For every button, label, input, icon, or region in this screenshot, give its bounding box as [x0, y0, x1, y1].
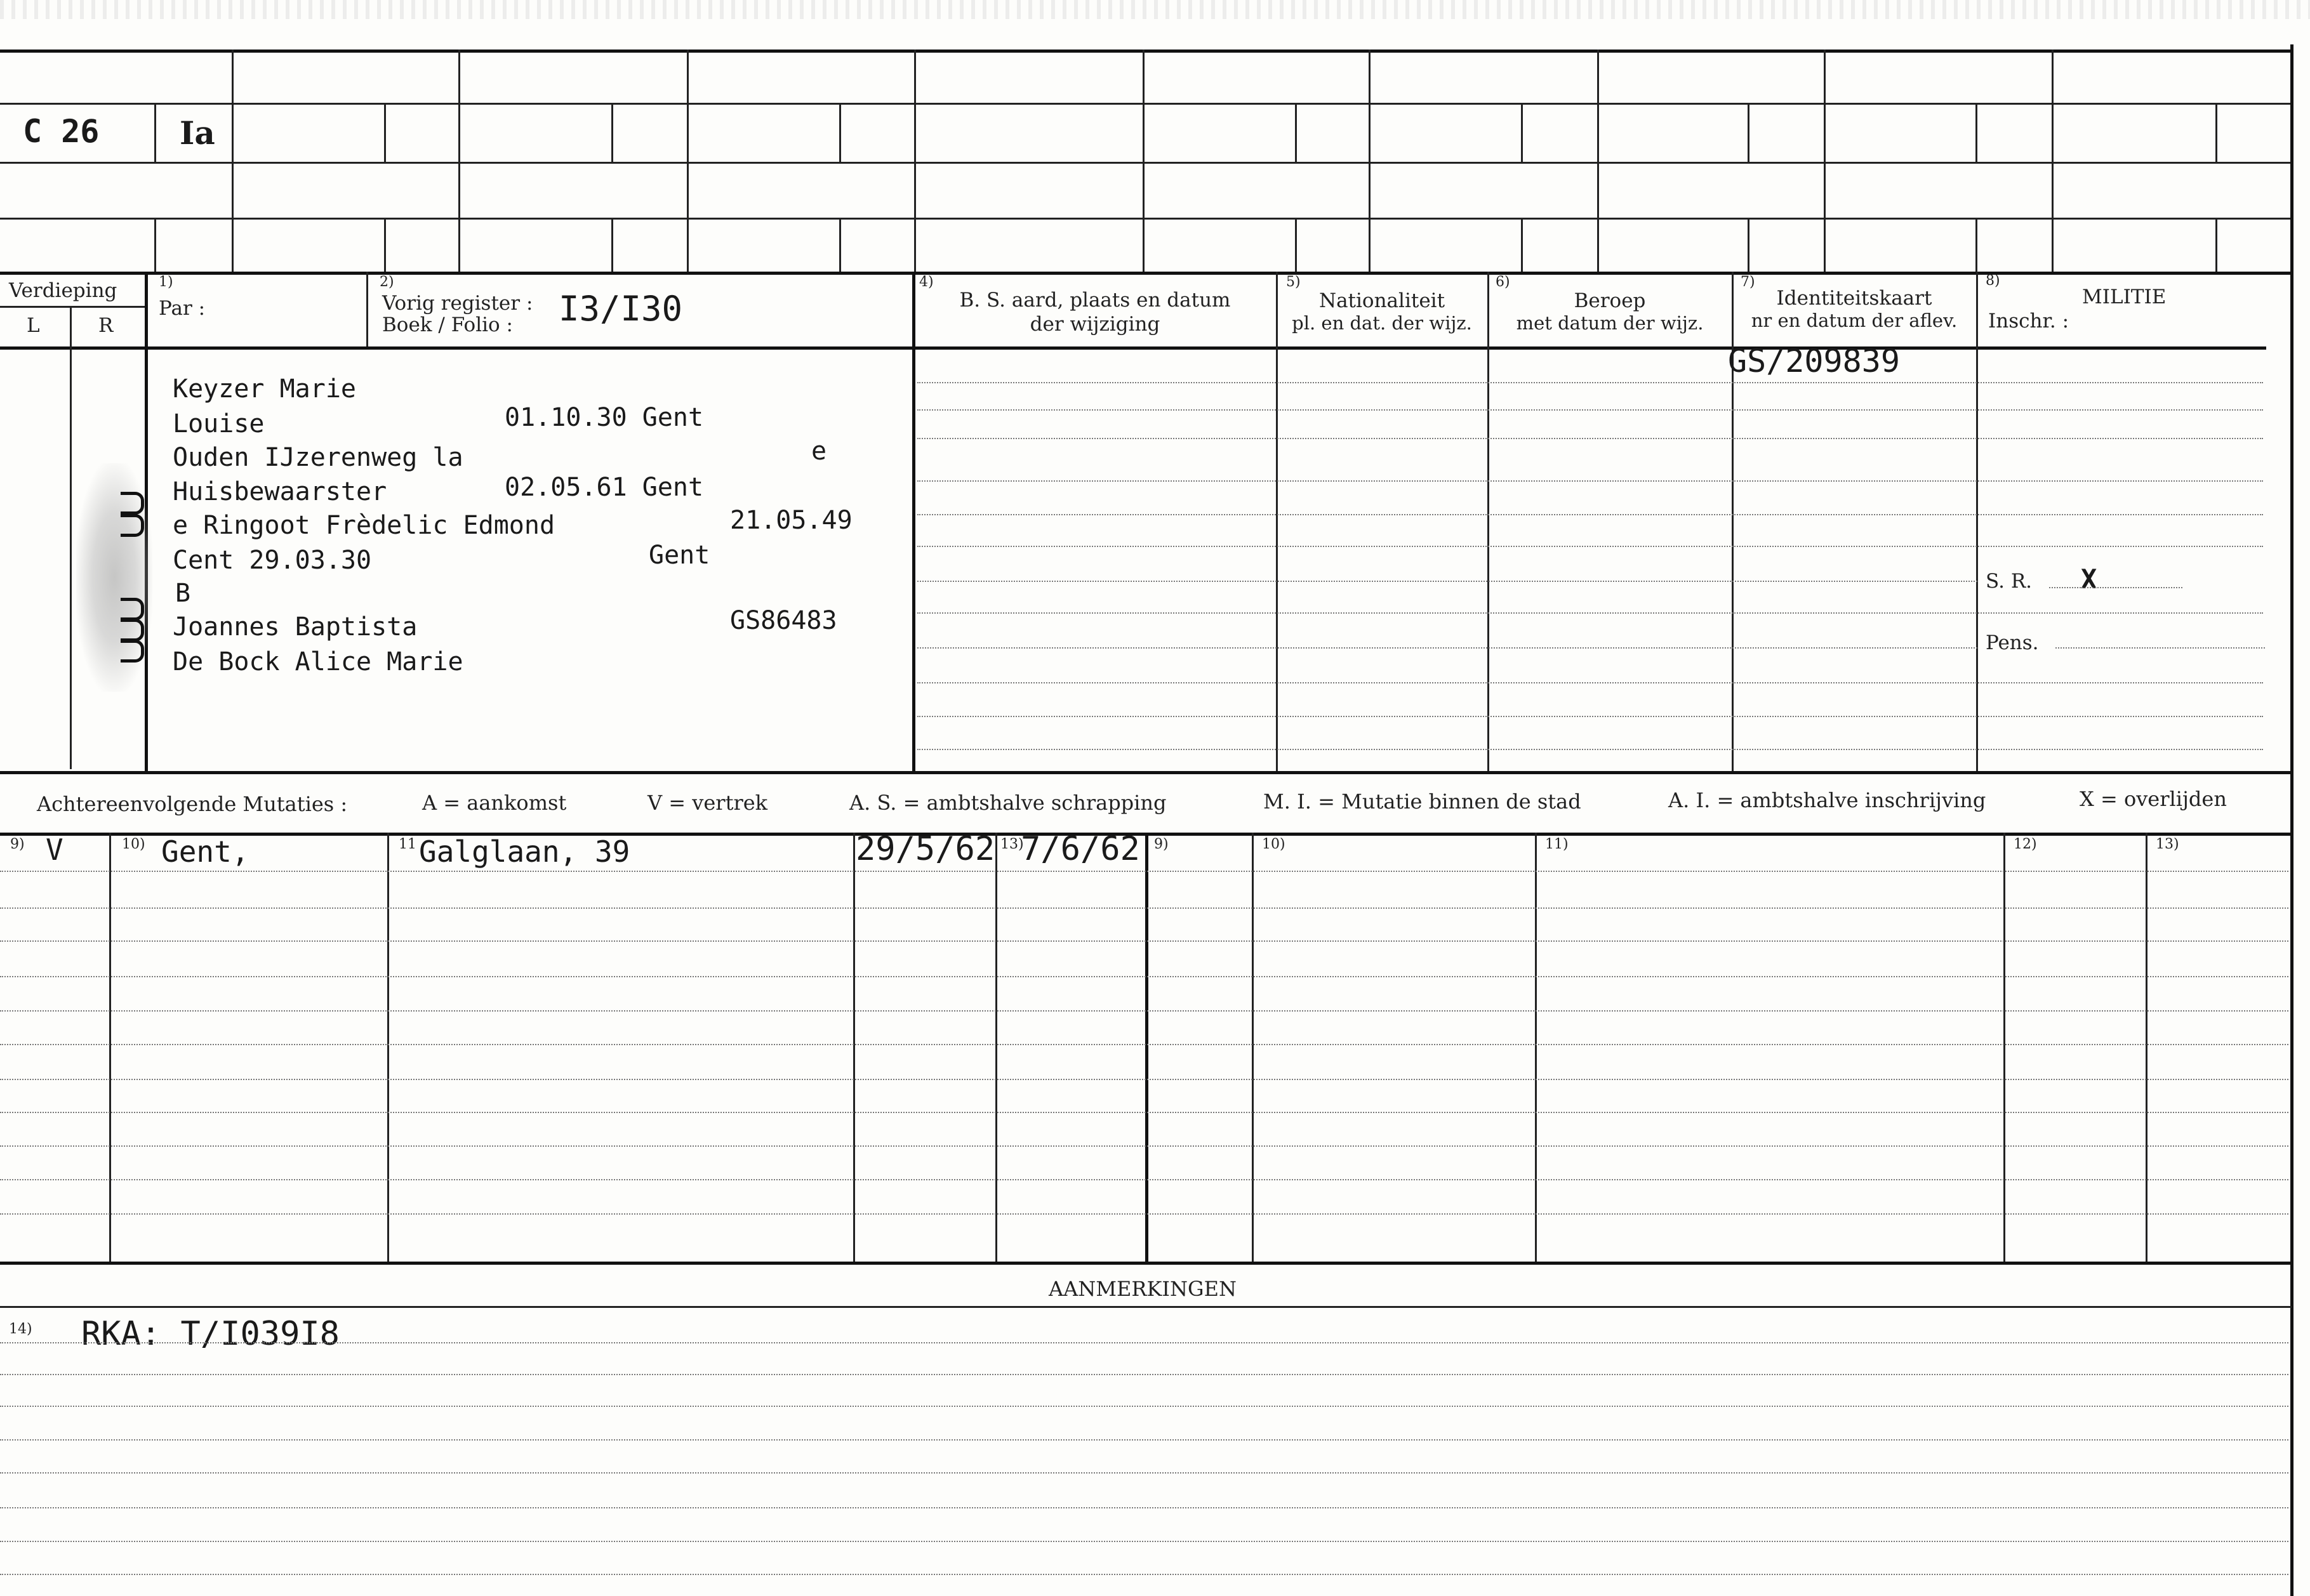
mut-col11-number: 11: [399, 836, 416, 852]
person-marriage-date: 21.05.49: [730, 506, 853, 535]
person-firstname: Louise: [173, 409, 265, 439]
remarks-rule: [0, 1306, 2292, 1308]
scan-edge: [0, 0, 2310, 19]
sr-value: X: [2081, 564, 2097, 595]
legend-mi: M. I. = Mutatie binnen de stad: [1263, 789, 1581, 814]
mut-col13-number: 13): [1000, 836, 1024, 852]
person-e-mark: e: [811, 437, 827, 466]
mut-col12-number: 12): [2014, 836, 2037, 852]
r-label: R: [98, 314, 114, 337]
par-label: Par :: [159, 297, 206, 320]
mut-col13b-number: 13): [2156, 836, 2179, 852]
person-occupation: Huisbewaarster: [173, 477, 387, 506]
mut-col10b-number: 10): [1262, 836, 1285, 852]
vorig-register-label: Vorig register :: [382, 292, 533, 315]
mutation-date-1: 29/5/62: [856, 830, 995, 868]
militie-label: MILITIE: [2082, 286, 2167, 308]
col5-number: 5): [1286, 274, 1301, 290]
mut-col11b-number: 11): [1545, 836, 1569, 852]
person-address: Ouden IJzerenweg la: [173, 443, 463, 472]
col6-number: 6): [1496, 274, 1510, 290]
verdieping-label: Verdieping: [9, 279, 117, 302]
person-name: Keyzer Marie: [173, 374, 356, 404]
mutation-place: Gent,: [161, 834, 249, 869]
col8-number: 8): [1986, 273, 2000, 289]
mutaties-title: Achtereenvolgende Mutaties :: [37, 792, 348, 816]
col4-number: 4): [919, 274, 934, 290]
bs-aard-label: B. S. aard, plaats en datum: [959, 289, 1231, 312]
vorig-register-value: I3/I30: [559, 289, 683, 329]
punch-mark: [121, 619, 144, 642]
nationaliteit-sub-label: pl. en dat. der wijz.: [1292, 312, 1472, 334]
remarks-text: RKA: T/I039I8: [81, 1315, 340, 1353]
card-code: C 26: [23, 113, 100, 150]
inschr-label: Inschr. :: [1988, 310, 2069, 333]
sr-label: S. R.: [1986, 570, 2033, 593]
person-spouse-birthplace: Gent: [649, 541, 710, 570]
legend-ai: A. I. = ambtshalve inschrijving: [1668, 788, 1986, 812]
person-id-number: GS86483: [730, 606, 837, 635]
person-father: Joannes Baptista: [173, 612, 418, 642]
legend-a: A = aankomst: [422, 791, 567, 815]
legend-v: V = vertrek: [647, 791, 768, 815]
col1-number: 1): [159, 274, 173, 290]
person-mother: De Bock Alice Marie: [173, 647, 463, 676]
col2-number: 2): [380, 274, 394, 290]
mut-col10-number: 10): [122, 836, 145, 852]
boek-folio-label: Boek / Folio :: [382, 313, 513, 336]
punch-mark: [121, 492, 144, 515]
person-b-mark: B: [175, 579, 191, 608]
punch-mark: [121, 640, 144, 663]
punch-mark: [121, 514, 144, 537]
person-spouse: e Ringoot Frèdelic Edmond: [173, 511, 555, 540]
person-birth: 01.10.30 Gent: [505, 403, 704, 432]
identiteitskaart-label: Identiteitskaart: [1776, 287, 1932, 310]
remarks-number: 14): [9, 1321, 32, 1337]
beroep-label: Beroep: [1574, 289, 1646, 312]
legend-x: X = overlijden: [2080, 787, 2227, 811]
mutation-address: Galglaan, 39: [419, 834, 630, 869]
l-label: L: [27, 314, 40, 337]
person-spouse-birth: Cent 29.03.30: [173, 546, 372, 575]
mutation-type: V: [46, 833, 63, 867]
mut-col9b-number: 9): [1154, 836, 1169, 852]
legend-as: A. S. = ambtshalve schrapping: [849, 791, 1167, 815]
beroep-sub-label: met datum der wijz.: [1516, 312, 1704, 334]
nationaliteit-label: Nationaliteit: [1318, 289, 1445, 312]
remarks-title: AANMERKINGEN: [1049, 1277, 1237, 1301]
pens-label: Pens.: [1986, 631, 2039, 654]
person-occupation-date: 02.05.61 Gent: [505, 473, 704, 502]
bs-wijziging-label: der wijziging: [1030, 313, 1160, 336]
mutation-date-2: 7/6/62: [1021, 830, 1140, 868]
identiteitskaart-sub-label: nr en datum der aflev.: [1751, 310, 1958, 331]
card-section: Ia: [180, 114, 215, 152]
col7-number: 7): [1741, 274, 1755, 290]
mut-col9-number: 9): [10, 836, 25, 852]
punch-mark: [121, 598, 144, 621]
id-card-number: GS/209839: [1728, 343, 1900, 379]
